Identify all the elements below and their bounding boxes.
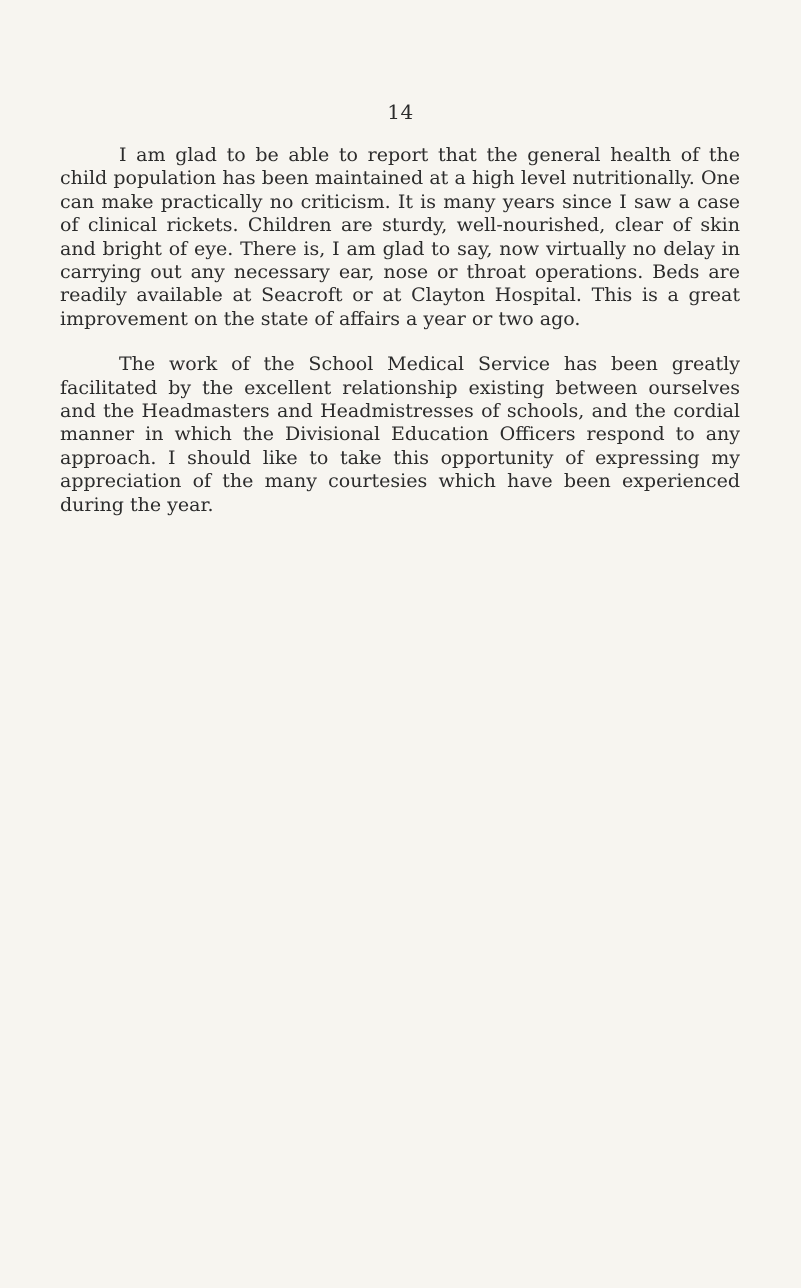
page-number: 14	[387, 100, 414, 124]
body-text	[60, 144, 740, 517]
paragraph-health-report: I am glad to be able to report that the general health of the child population has been maintained at a high level nutritionally. One can make practically no criticism. It is many years since I saw a case of clinical rickets. Children are sturdy, well-nourished, clear of skin and bright of eye. There is, I am glad to say, now virtually no delay in carrying out any necessary ear, nose or throat operations. Beds are readily available at Seacroft or at Clayton Hospital. This is a great improvement on the state of affairs a year or two ago.	[60, 144, 740, 330]
paragraph-school-medical-service: The work of the School Medical Service has been greatly facilitated by the excellent relationship existing between ourselves and the Headmasters and Headmistresses of schools, and the cordial manner in which the Divisional Education Officers respond to any approach. I should like to take this opportunity of expressing my appreciation of the many courtesies which have been experienced during the year.	[60, 353, 740, 516]
